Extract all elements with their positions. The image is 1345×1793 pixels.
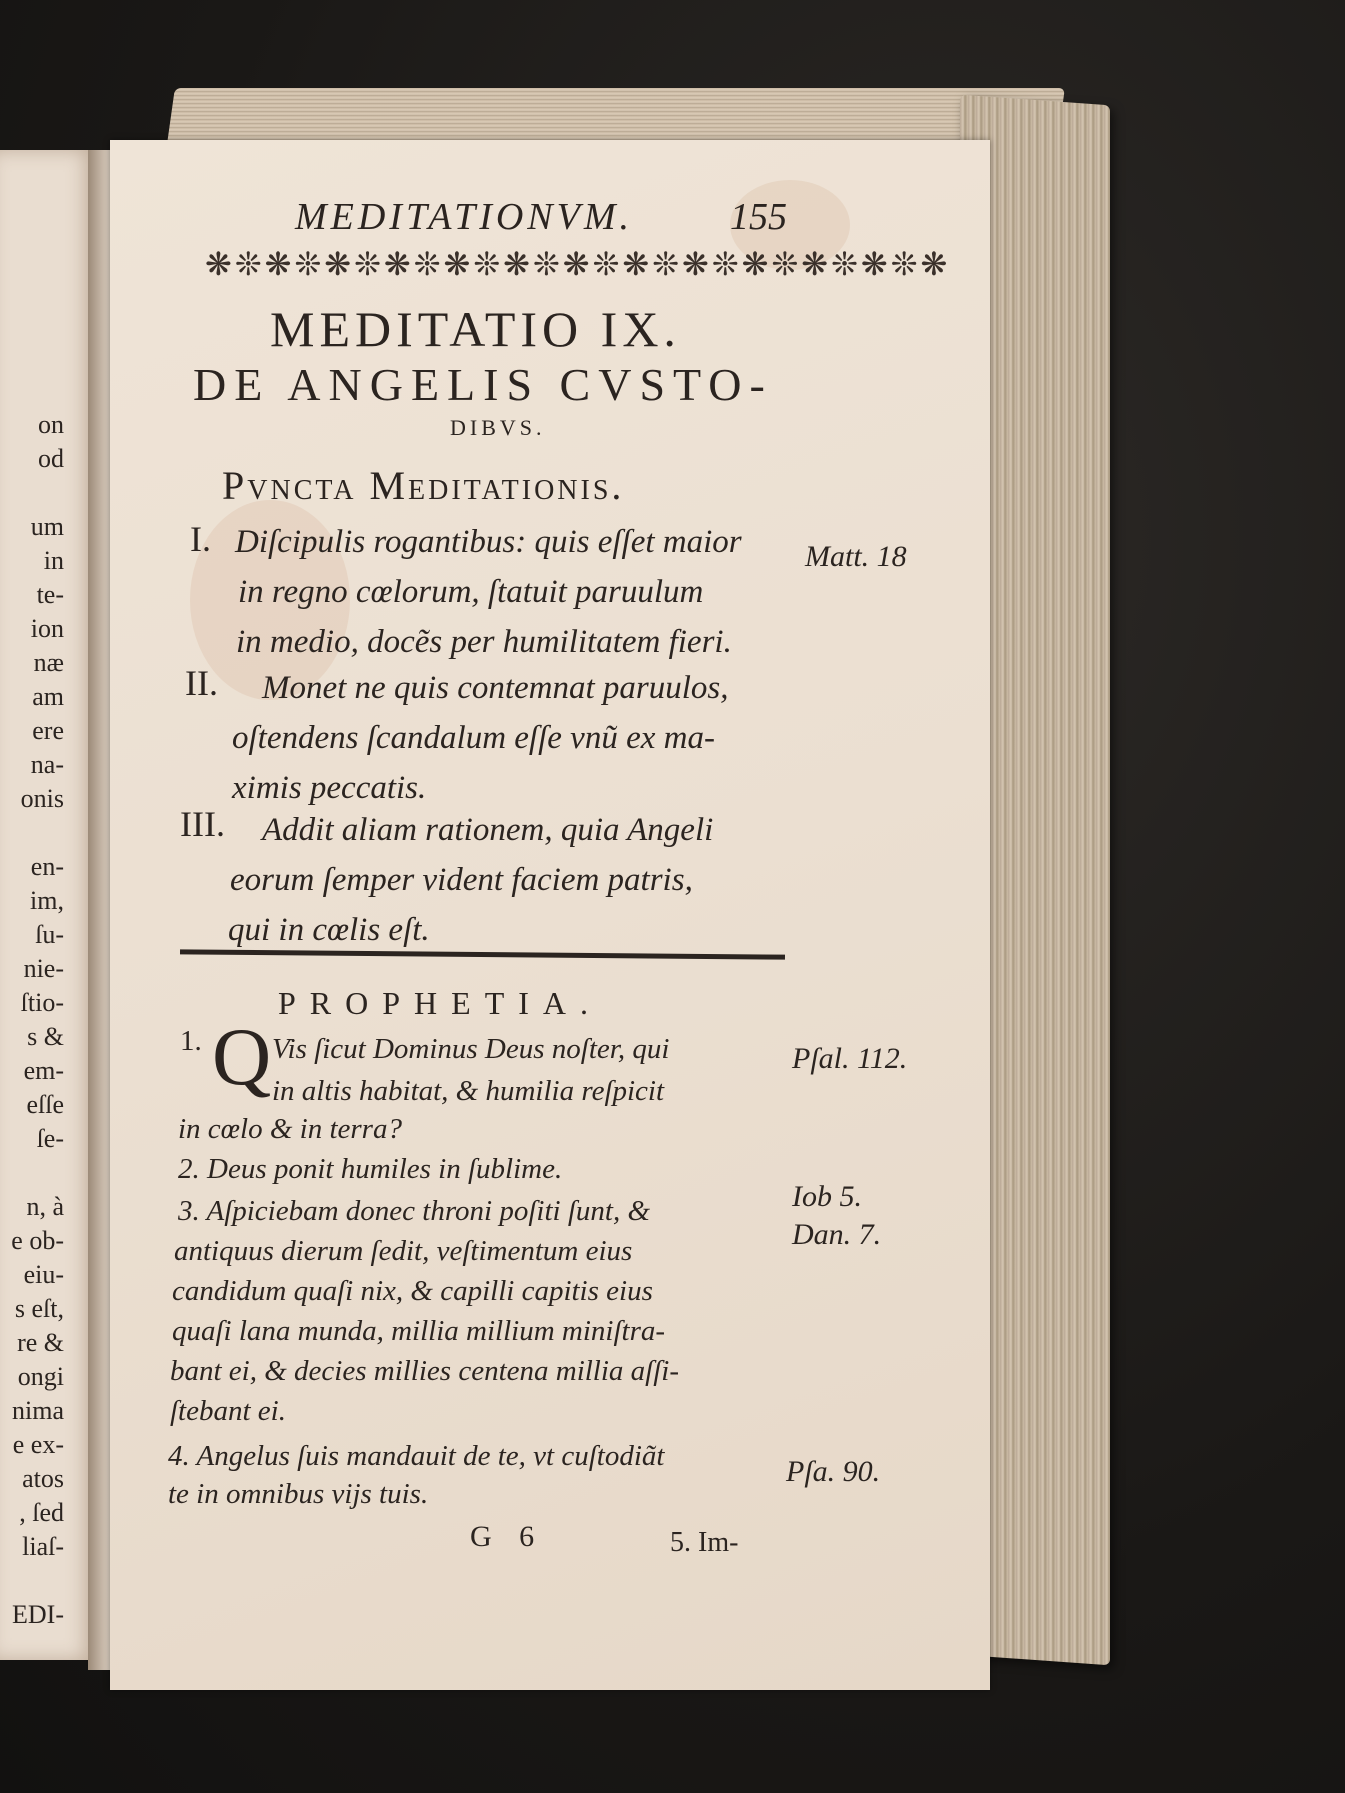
left-page-fragment: ſe- [36,1124,64,1153]
prophecy-line: candidum quaſi nix, & capilli capitis eius [172,1275,653,1307]
left-page-fragment: en- [30,852,64,881]
left-page-fragment [0,1156,64,1190]
page-number: 155 [730,196,787,238]
left-page-fragment: em- [23,1056,64,1085]
meditation-subtitle: DE ANGELIS CVSTO- [193,359,773,410]
left-page-fragment: re & [17,1328,64,1357]
left-page-fragment: ere [32,716,64,745]
point-numeral: I. [190,519,211,559]
catchword: 5. Im- [670,1527,739,1558]
left-page-fragment: atos [22,1464,64,1493]
left-page-fragment: nima [12,1396,64,1425]
point-line: Addit aliam rationem, quia Angeli [262,812,714,848]
margin-reference: Dan. 7. [792,1218,882,1251]
left-page-fragment [0,476,64,510]
puncta-heading: Pvncta Meditationis. [222,463,625,508]
point-numeral: II. [185,663,218,703]
left-page-fragment: e ex- [12,1430,64,1459]
left-page-fragment: s & [27,1022,64,1051]
left-page-fragment: eſſe [26,1090,64,1119]
left-page-fragment: onis [20,784,64,813]
prophecy-line: quaſi lana munda, millia millium miniſtra- [172,1315,666,1347]
left-page-fragment: ſtio- [20,988,64,1017]
ornament-band: ❋❊❋❊❋❊❋❊❋❊❋❊❋❊❋❊❋❊❋❊❋❊❋❊❋ [205,246,951,282]
meditation-title: MEDITATIO IX. [270,301,681,357]
prophecy-line: ſtebant ei. [170,1395,286,1427]
point-line: eorum ſemper vident faciem patris, [230,862,693,898]
prophecy-line: te in omnibus vijs tuis. [168,1478,429,1510]
margin-reference: Matt. 18 [805,540,907,573]
left-page-fragment: na- [30,750,64,779]
point-numeral: III. [180,804,225,844]
prophecy-line: antiquus dierum ſedit, veſtimentum eius [174,1235,633,1267]
left-page-fragment: on [38,410,64,439]
prophecy-line: bant ei, & decies millies centena millia aſſi- [170,1355,680,1387]
left-page-fragment: næ [33,648,64,677]
left-page-fragment [0,816,64,850]
margin-reference: Pſa. 90. [786,1455,881,1488]
left-page-fragment: eiu- [23,1260,64,1289]
left-page-fragment: s eſt, [14,1294,64,1323]
prophecy-line: in altis habitat, & humilia reſpicit [272,1075,665,1107]
left-page-fragment: ongi [17,1362,64,1391]
point-line: in medio, docẽs per humilitatem fieri. [236,624,732,660]
left-page-fragment: liaſ- [22,1532,64,1561]
prophecy-line: 4. Angelus ſuis mandauit de te, vt cuſtodiãt [168,1440,665,1472]
point-line: Monet ne quis contemnat paruulos, [262,670,729,706]
left-page-text [0,408,64,1632]
point-line: Diſcipulis rogantibus: quis eſſet maior [235,524,742,560]
left-page-fragment: e ob- [11,1226,64,1255]
left-page-fragment: n, à [26,1192,64,1221]
left-page-fragment: nie- [23,954,64,983]
left-page-fragment: am [32,682,64,711]
left-page-fragment: , ſed [19,1498,64,1527]
signature-mark: G 6 [470,1520,545,1553]
point-line: oſtendens ſcandalum eſſe vnũ ex ma- [232,720,715,756]
prophecy-number: 1. [180,1025,202,1057]
left-page-fragment: um [30,512,64,541]
prophecy-line: 3. Aſpiciebam donec throni poſiti ſunt, & [178,1195,651,1227]
left-page-fragment: ſu- [35,920,64,949]
prophetia-heading: PROPHETIA. [278,985,603,1021]
prophecy-line: in cœlo & in terra? [178,1113,402,1145]
left-page-fragment: od [38,444,64,473]
left-page-fragment [0,1564,64,1598]
left-page-fragment: ion [30,614,64,643]
meditation-subtitle-end: DIBVS. [450,415,546,440]
margin-reference: Iob 5. [792,1180,862,1213]
left-page-fragment: EDI- [12,1600,64,1629]
left-page-fragment: te- [36,580,64,609]
running-head: MEDITATIONVM. [295,196,634,238]
left-page-fragment: in [43,546,64,575]
prophecy-line: Vis ſicut Dominus Deus noſter, qui [272,1033,670,1065]
prophecy-line: 2. Deus ponit humiles in ſublime. [178,1153,563,1185]
point-line: ximis peccatis. [232,770,427,806]
point-line: qui in cœlis eſt. [228,912,430,948]
margin-reference: Pſal. 112. [792,1042,908,1075]
left-page-fragment: im, [30,886,64,915]
left-page [0,150,95,1660]
point-line: in regno cœlorum, ſtatuit paruulum [238,574,704,610]
drop-cap: Q [212,1011,272,1102]
